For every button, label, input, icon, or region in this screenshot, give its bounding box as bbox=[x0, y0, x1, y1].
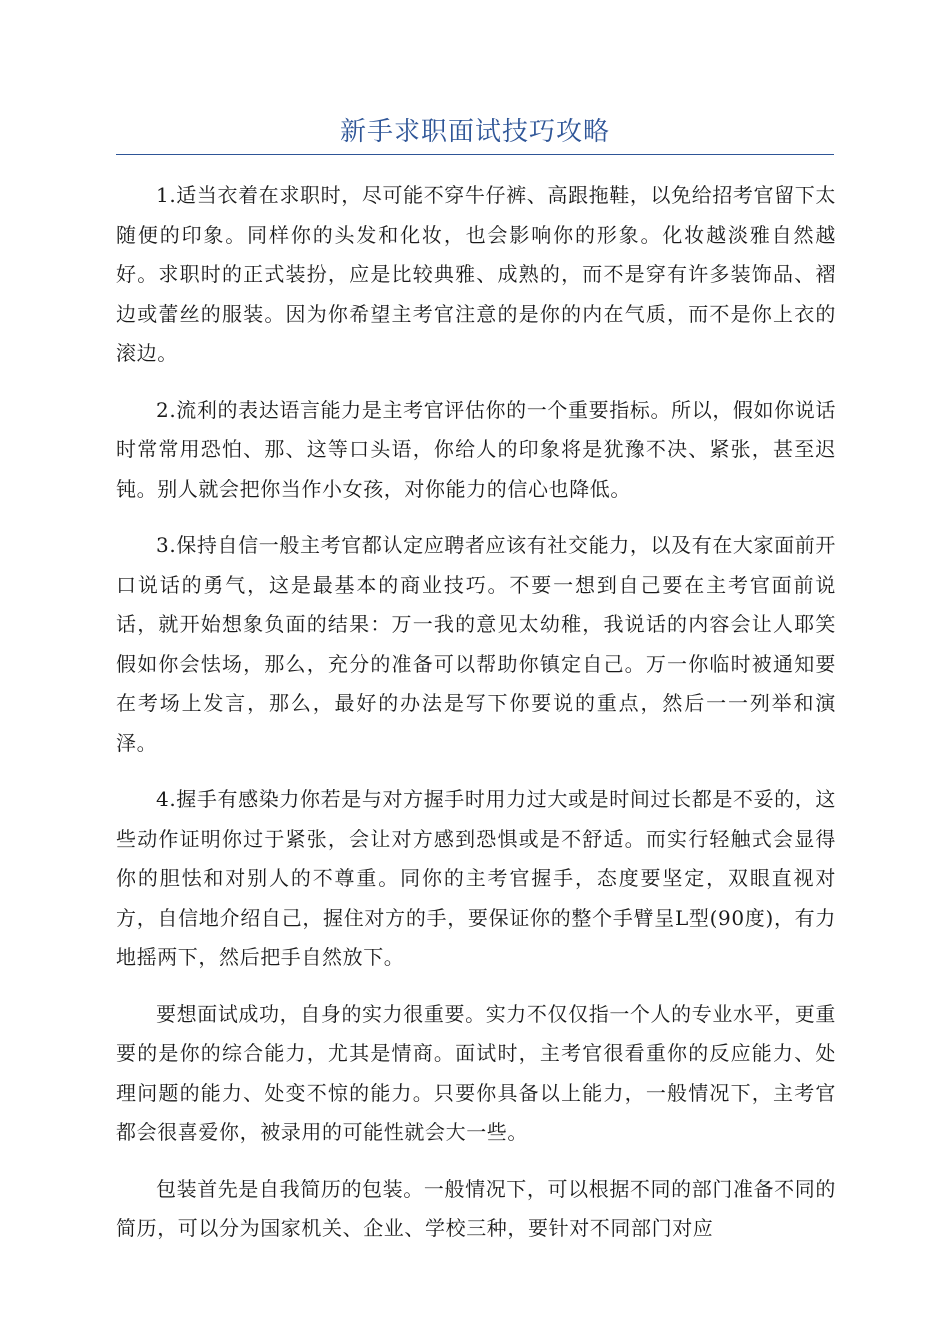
paragraph-4: 4.握手有感染力你若是与对方握手时用力过大或是时间过长都是不妥的，这些动作证明你过于紧张，会让对方感到恐惧或是不舒适。而实行轻触式会显得你的胆怯和对别人的不尊重。同你的主考官握手，态度要坚定，双眼直视对方，自信地介绍自己，握住对方的手，要保证你的整个手臂呈L型(90度)，有力地摇两下，然后把手自然放下。 bbox=[116, 787, 836, 969]
title-underline bbox=[116, 154, 834, 155]
paragraph-2: 2.流利的表达语言能力是主考官评估你的一个重要指标。所以，假如你说话时常常用恐怕、那、这等口头语，你给人的印象将是犹豫不决、紧张，甚至迟钝。别人就会把你当作小女孩，对你能力的信心也降低。 bbox=[116, 397, 836, 501]
paragraph-6: 包装首先是自我简历的包装。一般情况下，可以根据不同的部门准备不同的简历，可以分为国家机关、企业、学校三种，要针对不同部门对应 bbox=[116, 1176, 836, 1240]
paragraph-3: 3.保持自信一般主考官都认定应聘者应该有社交能力，以及有在大家面前开口说话的勇气，这是最基本的商业技巧。不要一想到自己要在主考官面前说话，就开始想象负面的结果：万一我的意见太幼稚，我说话的内容会让人耶笑假如你会怯场，那么，充分的准备可以帮助你镇定自己。万一你临时被通知要在考场上发言，那么，最好的办法是写下你要说的重点，然后一一列举和演泽。 bbox=[116, 533, 836, 755]
paragraph-1: 1.适当衣着在求职时，尽可能不穿牛仔裤、高跟拖鞋，以免给招考官留下太随便的印象。同样你的头发和化妆，也会影响你的形象。化妆越淡雅自然越好。求职时的正式装扮，应是比较典雅、成熟的，而不是穿有许多装饰品、褶边或蕾丝的服装。因为你希望主考官注意的是你的内在气质，而不是你上衣的滚边。 bbox=[116, 183, 836, 365]
document-body bbox=[116, 176, 836, 1266]
paragraph-5: 要想面试成功，自身的实力很重要。实力不仅仅指一个人的专业水平，更重要的是你的综合能力，尤其是情商。面试时，主考官很看重你的反应能力、处理问题的能力、处变不惊的能力。只要你具备以上能力，一般情况下，主考官都会很喜爱你，被录用的可能性就会大一些。 bbox=[116, 1001, 836, 1144]
document-title: 新手求职面试技巧攻略 bbox=[339, 117, 610, 147]
